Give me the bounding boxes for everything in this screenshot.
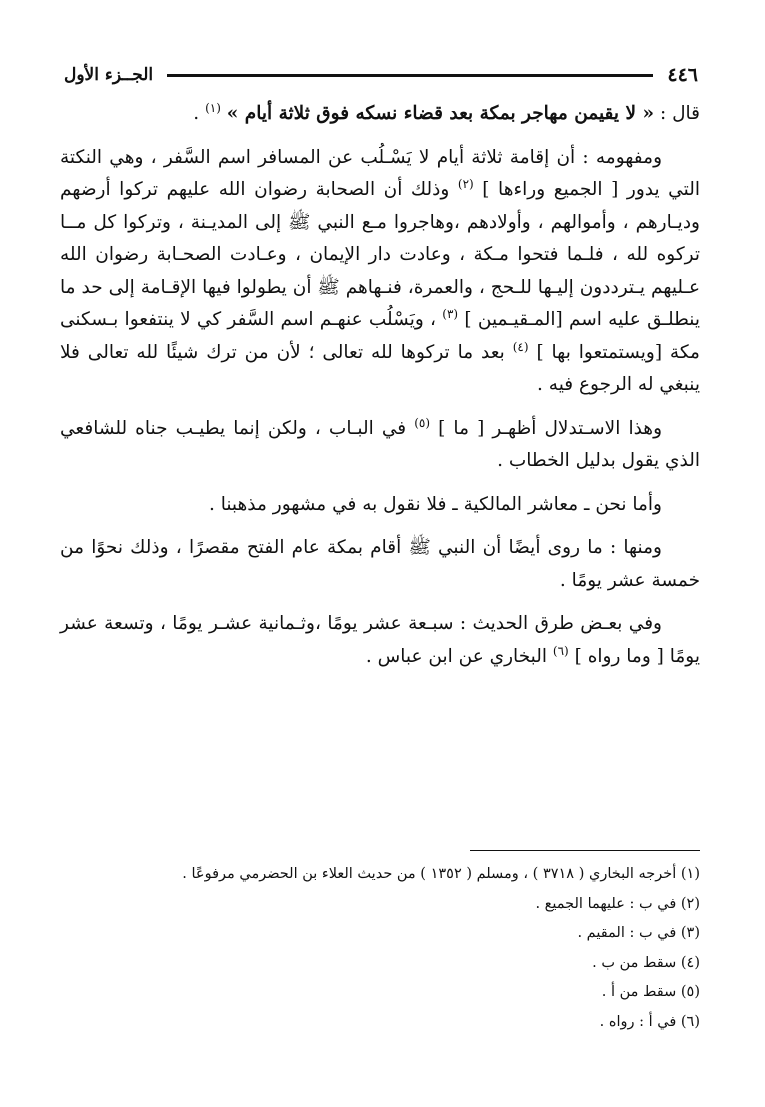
paragraph-1-part-d: بعد ما تركوها لله تعالى ؛ لأن من ترك شيئًا لله تعالى فلا ينبغي له الرجوع فيه . bbox=[60, 341, 700, 395]
footnote-ref-1: (١) bbox=[205, 100, 221, 115]
footnote-1: (١) أخرجه البخاري ( ٣٧١٨ ) ، ومسلم ( ١٣٥٢ ) من حديث العلاء بن الحضرمي مرفوعًا . bbox=[182, 866, 700, 882]
footnote-4: (٤) سقط من ب . bbox=[592, 954, 700, 971]
paragraph-5-part-a: وفي بعـض طرق الحديث : سبـعة عشر يومًا ،وثـمانية عشـر يومًا ، وتسعة عشر يومًا [ وما رواه ] bbox=[60, 613, 700, 667]
quote-paragraph bbox=[60, 98, 700, 131]
page-number: ٤٤٦ bbox=[667, 64, 698, 86]
paragraph-5-part-b: البخاري عن ابن عباس . bbox=[365, 645, 547, 667]
footnote-ref-5: (٥) bbox=[414, 415, 431, 430]
quote-lead: قال : bbox=[659, 103, 700, 124]
hadith-quote: « لا يقيمن مهاجر بمكة بعد قضاء نسكه فوق ثلاثة أيام » bbox=[226, 103, 655, 124]
running-title: الجــزء الأول bbox=[64, 65, 154, 85]
footnote-separator bbox=[470, 850, 700, 851]
paragraph-1-part-c: ، ويَسْلُب عنهـم اسم السَّفر كي لا ينتفعوا بـسكنى مكة [ويستمتعوا بها ] bbox=[60, 309, 700, 363]
footnote-ref-4: (٤) bbox=[512, 339, 529, 354]
footnote-3: (٣) في ب : المقيم . bbox=[577, 925, 700, 941]
paragraph-1-part-b: وذلك أن الصحابة رضوان الله عليهم تركوا أرضهم وديـارهم ، وأموالهم ، وأولادهم ،وهاجروا مـع النبي ﷺ إلى المديـنة ، وتركوا كل مــا تركوه لله ، فلـما فتحوا مـكة ، وعادت دار الإيمان ، وعـادت الصحـابة رضوان الله عـليهم يـترددون إليـها للـحج ، والعمرة، فنـهاهم ﷺ أن يطولوا فيها الإقـامة إلى حد ما ينطلـق عليه اسم [المـقيـمين ] bbox=[60, 179, 700, 330]
footnote-2: (٢) في ب : عليهما الجميع . bbox=[535, 895, 700, 912]
paragraph-2 bbox=[60, 413, 700, 478]
footnote-6: (٦) في أ : رواه . bbox=[599, 1013, 700, 1030]
paragraph-1 bbox=[60, 142, 700, 402]
paragraph-5 bbox=[60, 608, 700, 673]
footnote-5: (٥) سقط من أ . bbox=[601, 984, 700, 1000]
paragraph-1-part-a: ومفهومه : أن إقامة ثلاثة أيام لا يَسْـلُب عن المسافر اسم السَّفر ، وهي النكتة التي يدور [ الجميع وراءها ] bbox=[60, 146, 700, 200]
footnote-ref-6: (٦) bbox=[552, 643, 569, 658]
quote-end: . bbox=[193, 103, 200, 124]
paragraph-3: وأما نحن ـ معاشر المالكية ـ فلا نقول به في مشهور مذهبنا . bbox=[208, 493, 662, 515]
page-header bbox=[64, 60, 698, 90]
main-text bbox=[60, 98, 700, 673]
paragraph-4: ومنها : ما روى أيضًا أن النبي ﷺ أقام بمكة عام الفتح مقصرًا ، وذلك نحوًا من خمسة عشر يومًا . bbox=[60, 537, 700, 591]
paragraph-2-part-b: في البـاب ، ولكن إنما يطيـب جناه للشافعي الذي يقول بدليل الخطاب . bbox=[60, 417, 700, 471]
paragraph-2-part-a: وهذا الاسـتدلال أظهـر [ ما ] bbox=[438, 417, 662, 439]
footnote-ref-2: (٢) bbox=[457, 176, 474, 191]
footnotes bbox=[60, 860, 700, 1037]
header-rule bbox=[167, 74, 653, 77]
footnote-ref-3: (٣) bbox=[442, 306, 459, 321]
